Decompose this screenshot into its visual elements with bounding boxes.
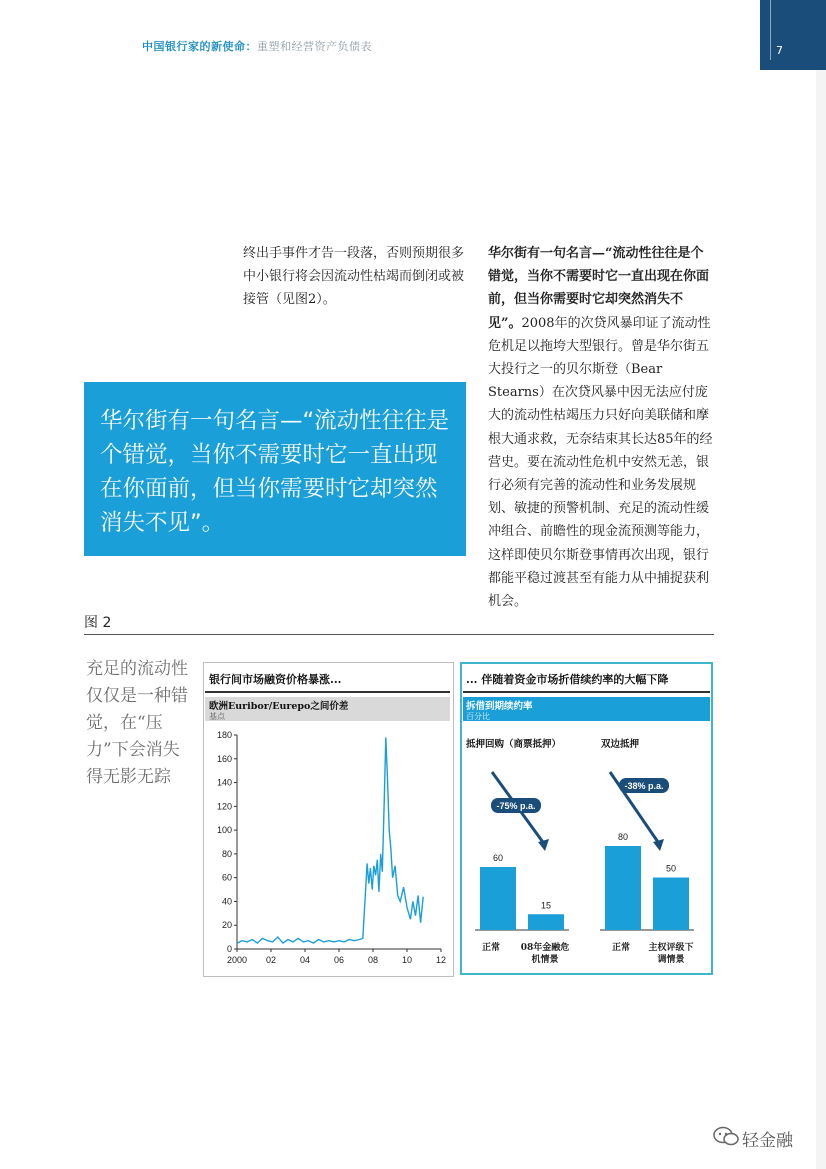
- bar: [480, 867, 516, 930]
- bar-category-label: 08年金融危机情景: [520, 943, 570, 965]
- bar-chart-unit: 百分比: [466, 712, 490, 721]
- y-tick-label: 0: [226, 944, 232, 954]
- line-chart-subtitle: 欧洲Euribor/Eurepo之间价差: [209, 701, 349, 712]
- y-tick-label: 40: [221, 896, 232, 907]
- bar-group-2-title: 双边抵押: [601, 739, 640, 750]
- bar-chart: [463, 750, 710, 940]
- y-tick-label: 100: [216, 825, 232, 836]
- trend-arrowhead: [653, 839, 664, 851]
- bar-group-1-title: 抵押回购（商票抵押）: [466, 739, 562, 750]
- y-tick-label: 60: [221, 872, 232, 883]
- line-chart-title-rule: [205, 691, 450, 693]
- x-tick-label: 02: [265, 955, 277, 965]
- x-tick-label: 10: [401, 955, 413, 965]
- line-chart-unit: 基点: [209, 712, 225, 721]
- header-title-light: 重塑和经营资产负债表: [257, 40, 372, 53]
- page-number: 7: [776, 44, 783, 57]
- x-tick-label: 2000: [226, 955, 248, 965]
- right-paragraph-quote: 华尔街有一句名言—“流动性往往是个错觉，当你不需要时它一直出现在你面前，但当你需要时它却突然消失不见”。: [488, 246, 710, 331]
- bar-category-label: 主权评级下调情景: [648, 943, 694, 965]
- y-tick-label: 20: [221, 920, 232, 931]
- bar: [605, 846, 641, 930]
- right-paragraph: [488, 242, 714, 613]
- wechat-icon: [712, 1124, 740, 1148]
- strip-divider: [770, 0, 771, 60]
- y-tick-label: 120: [216, 801, 232, 812]
- right-paragraph-body: 2008年的次贷风暴印证了流动性危机足以拖垮大型银行。曾是华尔街五大投行之一的贝尔斯登（Bear Stearns）在次贷风暴中因无法应付庞大的流动性枯竭压力只好向美联储和摩根大通求救，无奈结束其长达85年的经营史。要在流动性危机中安然无恙，银行必须有完善的流动性和业务发展规划、敏捷的预警机制、充足的流动性缓冲组合、前瞻性的现金流预测等能力，这样即使贝尔斯登事情再次出现，银行都能平稳过渡甚至有能力从中捕捉获利机会。: [488, 315, 713, 610]
- bar-chart-subtitle: 拆借到期续约率: [466, 701, 533, 712]
- x-tick-label: 12: [435, 955, 447, 965]
- annotation-label: -75% p.a.: [496, 801, 536, 811]
- bar-value-label: 15: [540, 900, 552, 911]
- bar: [653, 878, 689, 931]
- pull-quote-text: 华尔街有一句名言—“流动性往往是个错觉，当你不需要时它一直出现在你面前，但当你需要时它却突然消失不见”。: [100, 408, 450, 536]
- bar-value-label: 50: [665, 863, 677, 874]
- x-tick-label: 08: [367, 955, 379, 965]
- figure-rule: [84, 634, 714, 635]
- y-tick-label: 140: [216, 777, 232, 788]
- figure-label: 图 2: [84, 615, 112, 631]
- y-tick-label: 80: [221, 848, 232, 859]
- header-title-bold: 中国银行家的新使命：: [142, 40, 257, 53]
- x-tick-label: 06: [333, 955, 345, 965]
- annotation-label: -38% p.a.: [624, 781, 664, 791]
- bar: [528, 914, 564, 930]
- trend-arrowhead: [538, 839, 549, 851]
- series-line: [237, 737, 423, 943]
- bar-chart-title: ... 伴随着资金市场折借续约率的大幅下降: [466, 673, 669, 686]
- left-paragraph: 终出手事件才告一段落，否则预期很多中小银行将会因流动性枯竭而倒闭或被接管（见图2）。: [243, 246, 465, 308]
- bar-value-label: 60: [492, 853, 504, 863]
- line-chart: [205, 725, 451, 971]
- side-note: 充足的流动性仅仅是一种错觉，在“压力”下会消失得无影无踪: [86, 659, 188, 787]
- page-edge: [816, 0, 826, 1169]
- x-tick-label: 04: [299, 955, 311, 965]
- bar-category-label: 正常: [611, 943, 630, 953]
- line-chart-title: 银行间市场融资价格暴涨...: [209, 673, 342, 686]
- bar-chart-title-rule: [463, 691, 710, 693]
- running-header: [142, 38, 372, 54]
- y-tick-label: 180: [216, 730, 232, 740]
- watermark-text: 轻金融: [742, 1131, 793, 1151]
- bar-category-label: 正常: [481, 943, 500, 953]
- bar-value-label: 80: [617, 832, 629, 842]
- y-tick-label: 160: [216, 753, 232, 764]
